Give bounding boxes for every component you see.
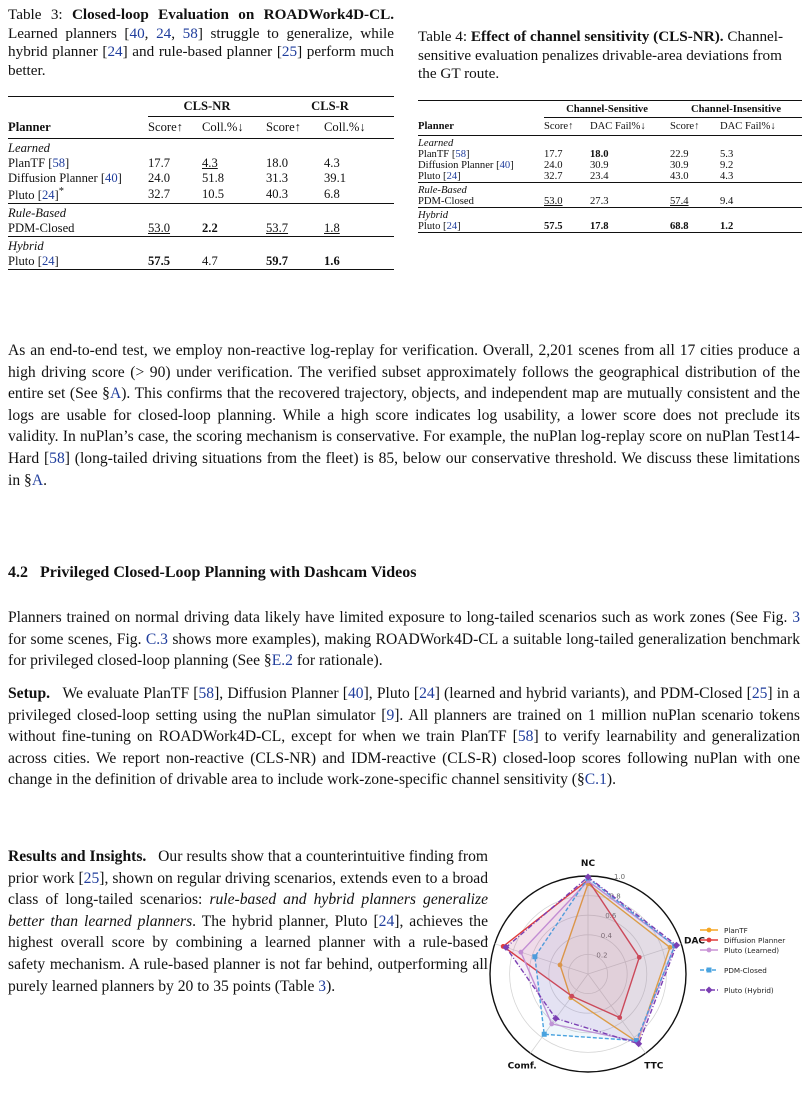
table-group-row (418, 136, 802, 150)
table3-group-header: CLS-R (266, 97, 394, 117)
table-cell: 32.7 (544, 171, 563, 182)
radar-axis-label: DAC (683, 936, 706, 947)
planner-name: Diffusion Planner [40] (8, 171, 122, 185)
table-cell: 18.0 (266, 156, 289, 170)
table-group-row (418, 208, 802, 222)
table3-title: Closed-loop Evaluation on ROADWork4D-CL. (71, 6, 395, 23)
section-link[interactable]: C.1 (584, 771, 607, 789)
table-cell: 17.8 (590, 221, 609, 232)
paragraph-results-head: Results and Insights. (8, 848, 147, 865)
table-cell: 59.7 (266, 254, 289, 269)
citation-link[interactable]: 24 (419, 685, 435, 702)
table3-col-header: Coll.%↓ (202, 120, 244, 134)
table3-label: Table 3: (8, 6, 63, 23)
table4 (418, 100, 802, 233)
citation-link[interactable]: 40 (499, 160, 511, 171)
table-cell: 1.8 (324, 221, 340, 236)
table4-caption: Table 4: Effect of channel sensitivity (CLS-NR). Channel-sensitive evaluation penalizes drivable-area deviations from the GT route. (418, 28, 784, 83)
table-group-label: Learned (418, 138, 454, 149)
table-cell: 10.5 (202, 187, 225, 202)
citation-link[interactable]: 24 (41, 188, 55, 203)
legend-swatch-marker (706, 987, 713, 994)
radar-tick-label: 0.8 (609, 892, 621, 901)
table-group-row (418, 183, 802, 197)
table-cell: 5.3 (720, 149, 734, 160)
paragraph-setup-head: Setup. (8, 685, 51, 702)
citation-link[interactable]: 40 (347, 685, 364, 702)
table-group-label: Hybrid (418, 210, 449, 221)
table3-col-header: Score↑ (266, 120, 301, 134)
planner-label: Diffusion Planner (418, 160, 494, 171)
table-cell: 31.3 (266, 171, 289, 185)
legend-label: PlanTF (724, 926, 748, 935)
table-cell: 2.2 (202, 221, 218, 236)
table-cell: 53.0 (148, 221, 171, 236)
citation-link[interactable]: 58 (455, 149, 466, 160)
table-group-row (8, 139, 394, 157)
legend-swatch-marker (707, 928, 712, 933)
section-link[interactable]: A (31, 471, 44, 489)
table4-group-header: Channel-Insensitive (670, 101, 802, 118)
table-cell: 1.6 (324, 254, 340, 269)
table4-label: Table 4: (418, 28, 468, 45)
citation-link[interactable]: 24 (446, 171, 458, 182)
paragraph-verification: As an end-to-end test, we employ non-reactive log-replay for verification. Overall, 2,201 scenes from all 17 cities produce a high driving score (> 90) under verification. The verified subset approximately follows the geographical distribution of the entire set (See §A). This confirms that the recovered trajectory, objects, and independent map are mutually consistent and the logs are usable for closed-loop planning. While a high score indicates log usability, a lower score does not preclude its validity. In nuPlan’s case, the scoring mechanism is conservative. For example, the nuPlan log-replay score on nuPlan Test14-Hard [58] (long-tailed driving situations from the fleet) is 85, below our conservative threshold. We discuss these limitations in §A. (8, 342, 800, 489)
table-cell: 43.0 (670, 171, 689, 182)
table-cell: 68.8 (670, 221, 689, 232)
table3-col-planner: Planner (8, 119, 51, 134)
planner-name: Pluto [24] (418, 171, 461, 182)
table-row (418, 149, 802, 160)
citation-link[interactable]: 58 (517, 728, 534, 746)
table-cell: 6.8 (324, 187, 340, 202)
citation-link[interactable]: 58 (182, 24, 198, 42)
table-group-row (8, 204, 394, 222)
section-heading (8, 564, 416, 582)
radar-axis-label: Comf. (507, 1061, 537, 1072)
citation-link[interactable]: 58 (49, 449, 65, 467)
table-cell: 57.5 (544, 221, 563, 232)
table-row (418, 160, 802, 171)
radar-tick-label: 0.6 (605, 912, 617, 921)
paragraph-motivation: Planners trained on normal driving data likely have limited exposure to long-tailed scenarios such as work zones (See Fig. 3 for some scenes, Fig. C.3 shows more examples), making ROADWork4D-CL a suitable long-tailed generalization benchmark for privileged closed-loop planning (See §E.2 for rationale). (8, 609, 800, 670)
table-group-label: Rule-Based (418, 185, 467, 196)
table3 (8, 96, 394, 270)
footnote-marker: * (58, 186, 64, 197)
table4-group-header: Channel-Sensitive (544, 101, 670, 118)
radar-chart (486, 848, 804, 1110)
table-cell: 51.8 (202, 171, 225, 185)
radar-tick-label: 0.2 (596, 951, 608, 960)
table-row (8, 221, 394, 237)
table-link[interactable]: 3 (318, 977, 327, 995)
citation-link[interactable]: 58 (198, 685, 215, 702)
table-group-label: Rule-Based (8, 206, 67, 221)
table-cell: 53.0 (544, 196, 563, 207)
table-group-row (8, 237, 394, 255)
planner-name: Diffusion Planner [40] (418, 160, 514, 171)
radar-svg (486, 848, 804, 1110)
table-cell: 4.3 (202, 156, 218, 170)
planner-label: PDM-Closed (8, 221, 75, 236)
table-cell: 9.2 (720, 160, 734, 171)
planner-name: PlanTF [58] (8, 156, 70, 170)
table4-col-header: Score↑ (670, 121, 700, 132)
table-cell: 57.5 (148, 254, 171, 269)
table-cell: 39.1 (324, 171, 347, 185)
table-cell: 22.9 (670, 149, 689, 160)
planner-label: Pluto (8, 188, 35, 203)
table-cell: 53.7 (266, 221, 289, 236)
table-cell: 4.3 (720, 171, 734, 182)
table-cell: 9.4 (720, 196, 734, 207)
planner-name: PlanTF [58] (418, 149, 470, 160)
planner-label: Diffusion Planner (8, 171, 98, 185)
radar-tick-label: 0.4 (600, 931, 612, 940)
figure-link[interactable]: C.3 (145, 630, 168, 648)
table-cell: 30.9 (590, 160, 609, 171)
table-row (8, 254, 394, 270)
paragraph-results: Results and Insights. Our results show that a counterintuitive finding from prior work [25], shown on regular driving scenarios, extends even to a broad class of long-tailed scenarios: rule-based and hybrid planners generalize better than learned planners. The hybrid planner, Pluto [24], achieves the highest overall score by combining a learned planner with a rule-based safety mechanism. A rule-based planner is not far behind, outperforming all purely learned planners by 20 to 35 points (Table 3). (8, 848, 488, 995)
table-cell: 1.2 (720, 221, 734, 232)
table4-col-header: DAC Fail%↓ (590, 121, 646, 132)
radar-series-marker (542, 1032, 547, 1037)
legend-label: Pluto (Hybrid) (724, 986, 774, 995)
legend-swatch-marker (707, 938, 712, 943)
table-cell: 4.3 (324, 156, 340, 170)
citation-link[interactable]: 40 (129, 24, 145, 42)
citation-link[interactable]: 24 (156, 24, 172, 42)
citation-link[interactable]: 24 (378, 912, 395, 930)
radar-axis-label: NC (580, 859, 596, 869)
radar-series-line (506, 877, 677, 1044)
table-cell: 57.4 (670, 196, 689, 207)
citation-link[interactable]: 25 (281, 43, 298, 61)
table3-col-header: Score↑ (148, 120, 183, 134)
radar-axis-label (486, 936, 488, 946)
radar-tick-label: 1.0 (614, 873, 626, 881)
planner-label: Pluto (418, 221, 441, 232)
legend-label: Pluto (Learned) (724, 946, 780, 955)
planner-name: Pluto [24] (8, 254, 59, 269)
section-number: 4.2 (8, 564, 28, 581)
radar-axis-label: TTC (644, 1061, 664, 1072)
citation-link[interactable]: 25 (83, 869, 100, 887)
section-title: Privileged Closed-Loop Planning with Dashcam Videos (40, 564, 417, 581)
citation-link[interactable]: 24 (41, 254, 55, 269)
planner-label: Pluto (418, 171, 441, 182)
emphasis-text: rule-based and hybrid planners generalize better than learned planners (8, 891, 488, 930)
paragraph-setup: Setup. We evaluate PlanTF [58], Diffusion Planner [40], Pluto [24] (learned and hybrid variants), and PDM-Closed [25] in a privileged closed-loop setting using the nuPlan simulator [9]. All planners are trained on 1 million nuPlan scenario tokens without fine-tuning on ROADWork4D-CL, except for when we train PlanTF [58] to verify learnability and generalization across cities. We report non-reactive (CLS-NR) and IDM-reactive (CLS-R) closed-loop scores following nuPlan with one change in the definition of drivable area to include work-zone-specific channel sensitivity (§C.1). (8, 685, 800, 789)
table4-col-header: Score↑ (544, 121, 574, 132)
table-cell: 4.7 (202, 254, 218, 269)
table-cell: 30.9 (670, 160, 689, 171)
table-row (8, 156, 394, 171)
table-cell: 18.0 (590, 149, 609, 160)
citation-link[interactable]: 24 (107, 43, 123, 61)
citation-link[interactable]: 9 (386, 706, 395, 724)
table-row (8, 171, 394, 186)
planner-name: Pluto [24] (418, 221, 461, 232)
table-cell: 24.0 (544, 160, 563, 171)
table-group-label: Hybrid (8, 239, 44, 254)
table-cell: 23.4 (590, 171, 609, 182)
table-row (418, 196, 802, 208)
legend-label: PDM-Closed (724, 966, 767, 975)
citation-link[interactable]: 25 (751, 685, 768, 702)
table-cell: 40.3 (266, 187, 289, 202)
planner-label: PDM-Closed (418, 196, 474, 207)
table-row (8, 186, 394, 204)
section-link[interactable]: E.2 (271, 652, 293, 670)
legend-swatch-marker (707, 968, 712, 973)
planner-label: Pluto (8, 254, 35, 269)
section-link[interactable]: A (109, 385, 122, 403)
legend-label: Diffusion Planner (724, 936, 786, 945)
table3-caption: Table 3: Closed-loop Evaluation on ROADWork4D-CL. Learned planners [40, 24, 58] struggle to generalize, while hybrid planner [24] and rule-based planner [25] perform much better. (8, 6, 395, 79)
table-cell: 17.7 (148, 156, 171, 170)
table4-title: Effect of channel sensitivity (CLS-NR). (470, 28, 724, 45)
legend-swatch-marker (707, 948, 712, 953)
table3-group-header: CLS-NR (148, 97, 266, 117)
figure-link[interactable]: 3 (792, 609, 800, 626)
table-row (418, 221, 802, 233)
planner-name: Pluto [24]* (8, 186, 64, 203)
citation-link[interactable]: 40 (105, 171, 118, 185)
planner-name (8, 221, 148, 237)
table-cell: 24.0 (148, 171, 171, 185)
planner-label: PlanTF (418, 149, 450, 160)
planner-label: PlanTF (8, 156, 46, 170)
table4-col-header: DAC Fail%↓ (720, 121, 776, 132)
citation-link[interactable]: 24 (446, 221, 458, 232)
table4-col-planner: Planner (418, 120, 454, 132)
table-cell: 32.7 (148, 187, 171, 202)
table3-col-header: Coll.%↓ (324, 120, 366, 134)
citation-link[interactable]: 58 (52, 156, 66, 170)
table-cell: 17.7 (544, 149, 563, 160)
planner-name (418, 196, 544, 208)
table-cell: 27.3 (590, 196, 609, 207)
table-row (418, 171, 802, 183)
table-group-label: Learned (8, 141, 50, 155)
